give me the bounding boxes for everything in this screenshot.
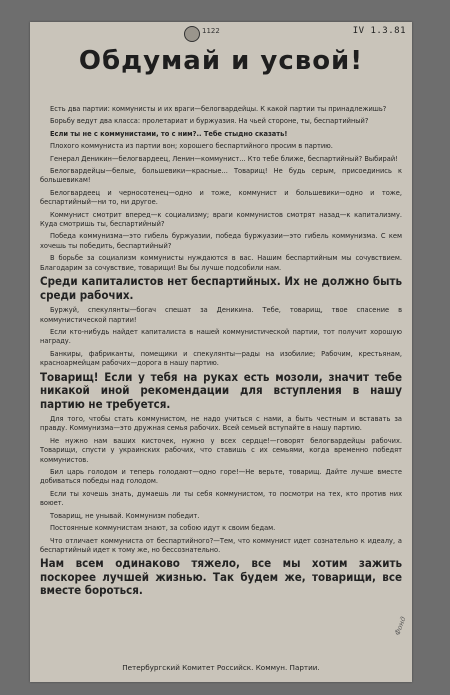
poster-body (40, 104, 402, 601)
paragraph: Белогвардейцы—белые, большевики—красные... Товарищ! Не будь серым, присоединись к большевикам! (40, 166, 402, 185)
paragraph: В борьбе за социализм коммунисты нуждаются в вас. Нашим беспартийным мы сочувствием. Благодарим за сочувствие, товарищи! Вы бы лучше подсобили нам. (40, 253, 402, 272)
signature: Петербургский Комитет Российск. Коммун. Партии. (122, 663, 320, 672)
paragraph: Не нужно нам ваших кисточек, нужно у всех сердце!—говорят белогвардейцы рабочих. Товарищи, спусти у украинских рабочих, что ставишь с их семьями, когда временно победят коммунистов. (40, 435, 402, 464)
paragraph: Если кто-нибудь найдет капиталиста в нашей коммунистической партии, тот получит хорошую награду. (40, 326, 402, 346)
stamp-number: 1122 (202, 27, 220, 35)
paragraph: Буржуй, спекулянты—богач спешат за Деникина. Тебе, товарищ, твое спасение в коммунистической партии! (40, 305, 402, 324)
library-stamp-icon (184, 26, 200, 42)
poster-title: Обдумай и усвой! (78, 46, 364, 76)
archive-mark: IV 1.3.81 (352, 26, 406, 36)
paragraph: Что отличает коммуниста от беспартийного?—Тем, что коммунист идет сознательно к идеалу, а беспартийный идет к тому же, но бессознательно. (40, 535, 402, 554)
paragraph: Если ты не с коммунистами, то с ним?.. Тебе стыдно сказать! (50, 128, 288, 138)
paragraph: Белогвардеец и черносотенец—одно и тоже, коммунист и большевики—одно и тоже, беспартийный—ни то, ни другое. (40, 187, 402, 207)
paragraph: Генерал Деникин—белогвардеец, Ленин—коммунист... Кто тебе ближе, беспартийный? Выбирай! (50, 153, 398, 163)
poster-sheet (30, 22, 412, 682)
paragraph: Бил царь голодом и теперь голодают—одно горе!—Не верьте, товарищ. Дайте лучше вместе добиваться победы над голодом. (40, 467, 402, 486)
paragraph: Коммунист смотрит вперед—к социализму; враги коммунистов смотрят назад—к капитализму. Куда смотришь ты, беспартийный? (40, 209, 402, 229)
paragraph: Товарищ, не унывай. Коммунизм победит. (50, 510, 200, 520)
paragraph: Если ты хочешь знать, думаешь ли ты себя коммунистом, то посмотри на тех, кто против них воюет. (40, 488, 402, 508)
paragraph: Постоянные коммунистам знают, за собою идут к своим бедам. (50, 523, 276, 533)
paragraph: Победа коммунизма—это гибель буржуазии, победа буржуазии—это гибель коммунизма. С кем хочешь ты победить, беспартийный? (40, 231, 402, 250)
paragraph: Банкиры, фабриканты, помещики и спекулянты—рады на изобилие; Рабочим, крестьянам, красноармейцам рабочих—дорога в нашу партию. (40, 348, 402, 368)
headline-paragraph: Нам всем одинаково тяжело, все мы хотим зажить поскорее лучшей жизнью. Так будем же, товарищи, все вместе бороться. (40, 556, 402, 598)
headline-paragraph: Среди капиталистов нет беспартийных. Их не должно быть среди рабочих. (40, 274, 402, 302)
paragraph: Для того, чтобы стать коммунистом, не надо учиться с нами, а быть честным и вставать за правду. Коммунизма—это дружная семья рабочих. Всей семьей вступайте в нашу партию. (40, 414, 402, 433)
margin-note: Фонд (393, 615, 408, 637)
paragraph: Борьбу ведут два класса: пролетариат и буржуазия. На чьей стороне, ты, беспартийный? (50, 116, 369, 126)
paragraph: Есть два партии: коммунисты и их враги—белогвардейцы. К какой партии ты принадлежишь? (50, 104, 387, 113)
paragraph: Плохого коммуниста из партии вон; хорошего беспартийного просим в партию. (50, 141, 333, 151)
headline-paragraph: Товарищ! Если у тебя на руках есть мозоли, значит тебе никакой иной рекомендации для вступления в нашу партию не требуется. (40, 369, 402, 411)
